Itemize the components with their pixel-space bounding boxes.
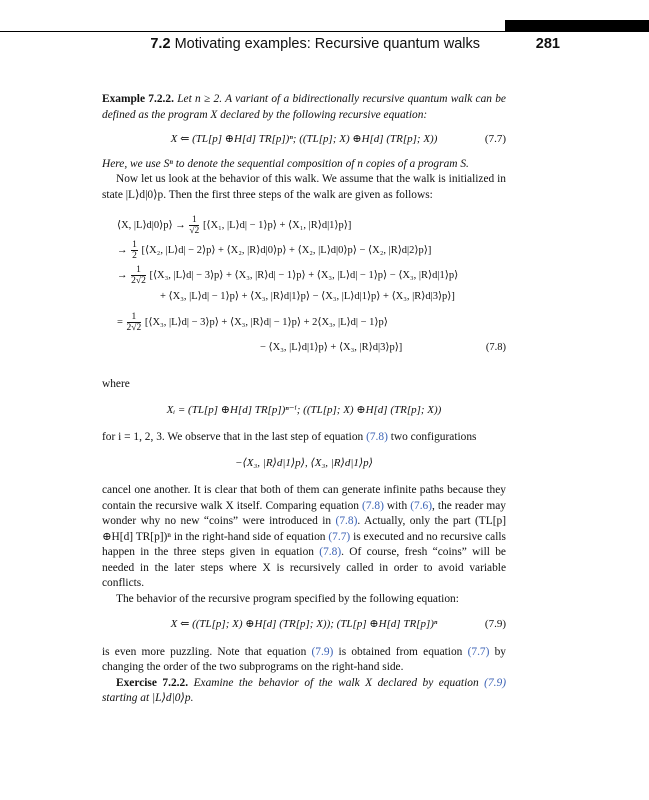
ref-eq-7-8[interactable]: (7.8) [335, 515, 358, 527]
paragraph-cancel: cancel one another. It is clear that both of them can generate infinite paths because they contain the recursive walk X itself. Comparing equation (7.8) with (7.6), the reader may wonder why no new “coins” were introduced in (7.8). Actually, only the part (TL[p] ⊕H[d] TR[p])ⁿ in the right-hand side of equation (7.7) is executed and no recursive calls happen in the three steps given in equation (7.8). Of course, fresh “coins” will be needed in the later steps where X is recursively called in order to avoid variable conflicts. [102, 484, 506, 589]
ref-eq-7-8[interactable]: (7.8) [319, 546, 342, 558]
section-heading: 7.2 Motivating examples: Recursive quantum walks [150, 36, 480, 52]
equation-7-9 [102, 617, 506, 633]
step-line-6: − ⟨X₃, |L⟩d|1⟩p⟩ + ⟨X₃, |R⟩d|3⟩p⟩] [260, 342, 403, 353]
sequential-composition-note: Here, we use Sⁿ to denote the sequential composition of n copies of a program S. [102, 157, 469, 170]
paragraph-two-configurations: for i = 1, 2, 3. We observe that in the last step of equation (7.8) two configurations [102, 431, 477, 443]
fraction-1-2sqrt2: $\frac{1}{2√2}$ [131, 265, 146, 286]
ref-eq-7-7[interactable]: (7.7) [467, 645, 490, 658]
ref-eq-7-6[interactable]: (7.6) [410, 499, 433, 512]
ref-eq-7-7[interactable]: (7.7) [328, 530, 351, 543]
equation-7-8-number: (7.8) [485, 342, 506, 353]
equation-7-7-number: (7.7) [484, 133, 506, 145]
step-line-5: = $\frac{1}{2√2}$ [⟨X₃, |L⟩d| − 3⟩p⟩ + ⟨X₃, |R⟩d| − 1⟩p⟩ + 2⟨X₃, |L⟩d| − 1⟩p⟩ [117, 312, 388, 333]
header-rule [0, 31, 649, 32]
step-line-2: → $\frac{1}{2}$ [⟨X₂, |L⟩d| − 2⟩p⟩ + ⟨X₂, |R⟩d|0⟩p⟩ + ⟨X₂, |L⟩d|0⟩p⟩ − ⟨X₂, |R⟩d|2⟩p⟩] [117, 240, 432, 261]
page-body [102, 92, 506, 707]
paragraph-recursive-program: The behavior of the recursive program specified by the following equation: [116, 592, 459, 605]
xi-equation: Xᵢ = (TL[p] ⊕H[d] TR[p])ⁿ⁻ⁱ; ((TL[p]; X) ⊕H[d] (TR[p]; X)) [166, 403, 442, 416]
ref-eq-7-8[interactable]: (7.8) [362, 499, 384, 512]
step-line-1: ⟨X, |L⟩d|0⟩p⟩ → $\frac{1}{√2}$ [⟨X₁, |L⟩d| − 1⟩p⟩ + ⟨X₁, |R⟩d|1⟩p⟩] [117, 215, 352, 236]
configurations: −⟨X₃, |R⟩d|1⟩p⟩, ⟨X₃, |R⟩d|1⟩p⟩ [235, 456, 373, 469]
paragraph-puzzling: is even more puzzling. Note that equation (7.9) is obtained from equation (7.7) by changing the order of the two subprograms on the right-hand side. [102, 645, 507, 673]
fraction-1-2: $\frac{1}{2}$ [132, 240, 137, 261]
equation-7-9-body: X ⇐ ((TL[p]; X) ⊕H[d] (TR[p]; X)); (TL[p] ⊕H[d] TR[p])ⁿ [170, 618, 438, 630]
equation-7-7 [102, 132, 506, 148]
where-label: where [102, 378, 130, 390]
example-paragraph [102, 92, 506, 123]
ref-eq-7-8[interactable]: (7.8) [366, 431, 388, 443]
example-statement: Let n ≥ 2. A variant of a bidirectionally recursive quantum walk can be defined as the program X declared by the following recursive equation: [102, 93, 506, 121]
ref-eq-7-9[interactable]: (7.9) [311, 645, 334, 658]
example-label: Example 7.2.2. [102, 93, 174, 105]
equation-7-7-body: X ⇐ (TL[p] ⊕H[d] TR[p])ⁿ; ((TL[p]; X) ⊕H[d] (TR[p]; X)) [170, 133, 438, 145]
paragraph-walk-behavior: Now let us look at the behavior of this walk. We assume that the walk is initialized in state |L⟩d|0⟩p. Then the first three steps of the walk are given as follows: [102, 173, 506, 201]
exercise-label: Exercise 7.2.2. [116, 676, 189, 689]
page-number: 281 [535, 36, 560, 52]
exercise-paragraph: Exercise 7.2.2. Examine the behavior of the walk X declared by equation (7.9) starting at |L⟩d|0⟩p. [102, 676, 506, 704]
equation-7-8 [102, 215, 506, 363]
step-line-3: → $\frac{1}{2√2}$ [⟨X₃, |L⟩d| − 3⟩p⟩ + ⟨X₃, |R⟩d| − 1⟩p⟩ + ⟨X₃, |L⟩d| − 1⟩p⟩ − ⟨X₃, |R⟩d|1⟩p⟩ [117, 265, 459, 286]
step-line-4: + ⟨X₃, |L⟩d| − 1⟩p⟩ + ⟨X₃, |R⟩d|1⟩p⟩ − ⟨X₃, |L⟩d|1⟩p⟩ + ⟨X₃, |R⟩d|3⟩p⟩] [160, 291, 455, 302]
equation-7-9-number: (7.9) [484, 618, 506, 630]
fraction-1-2sqrt2-b: $\frac{1}{2√2}$ [126, 312, 142, 333]
ref-eq-7-9[interactable]: (7.9) [484, 676, 506, 689]
fraction-1-sqrt2: $\frac{1}{√2}$ [189, 215, 200, 236]
